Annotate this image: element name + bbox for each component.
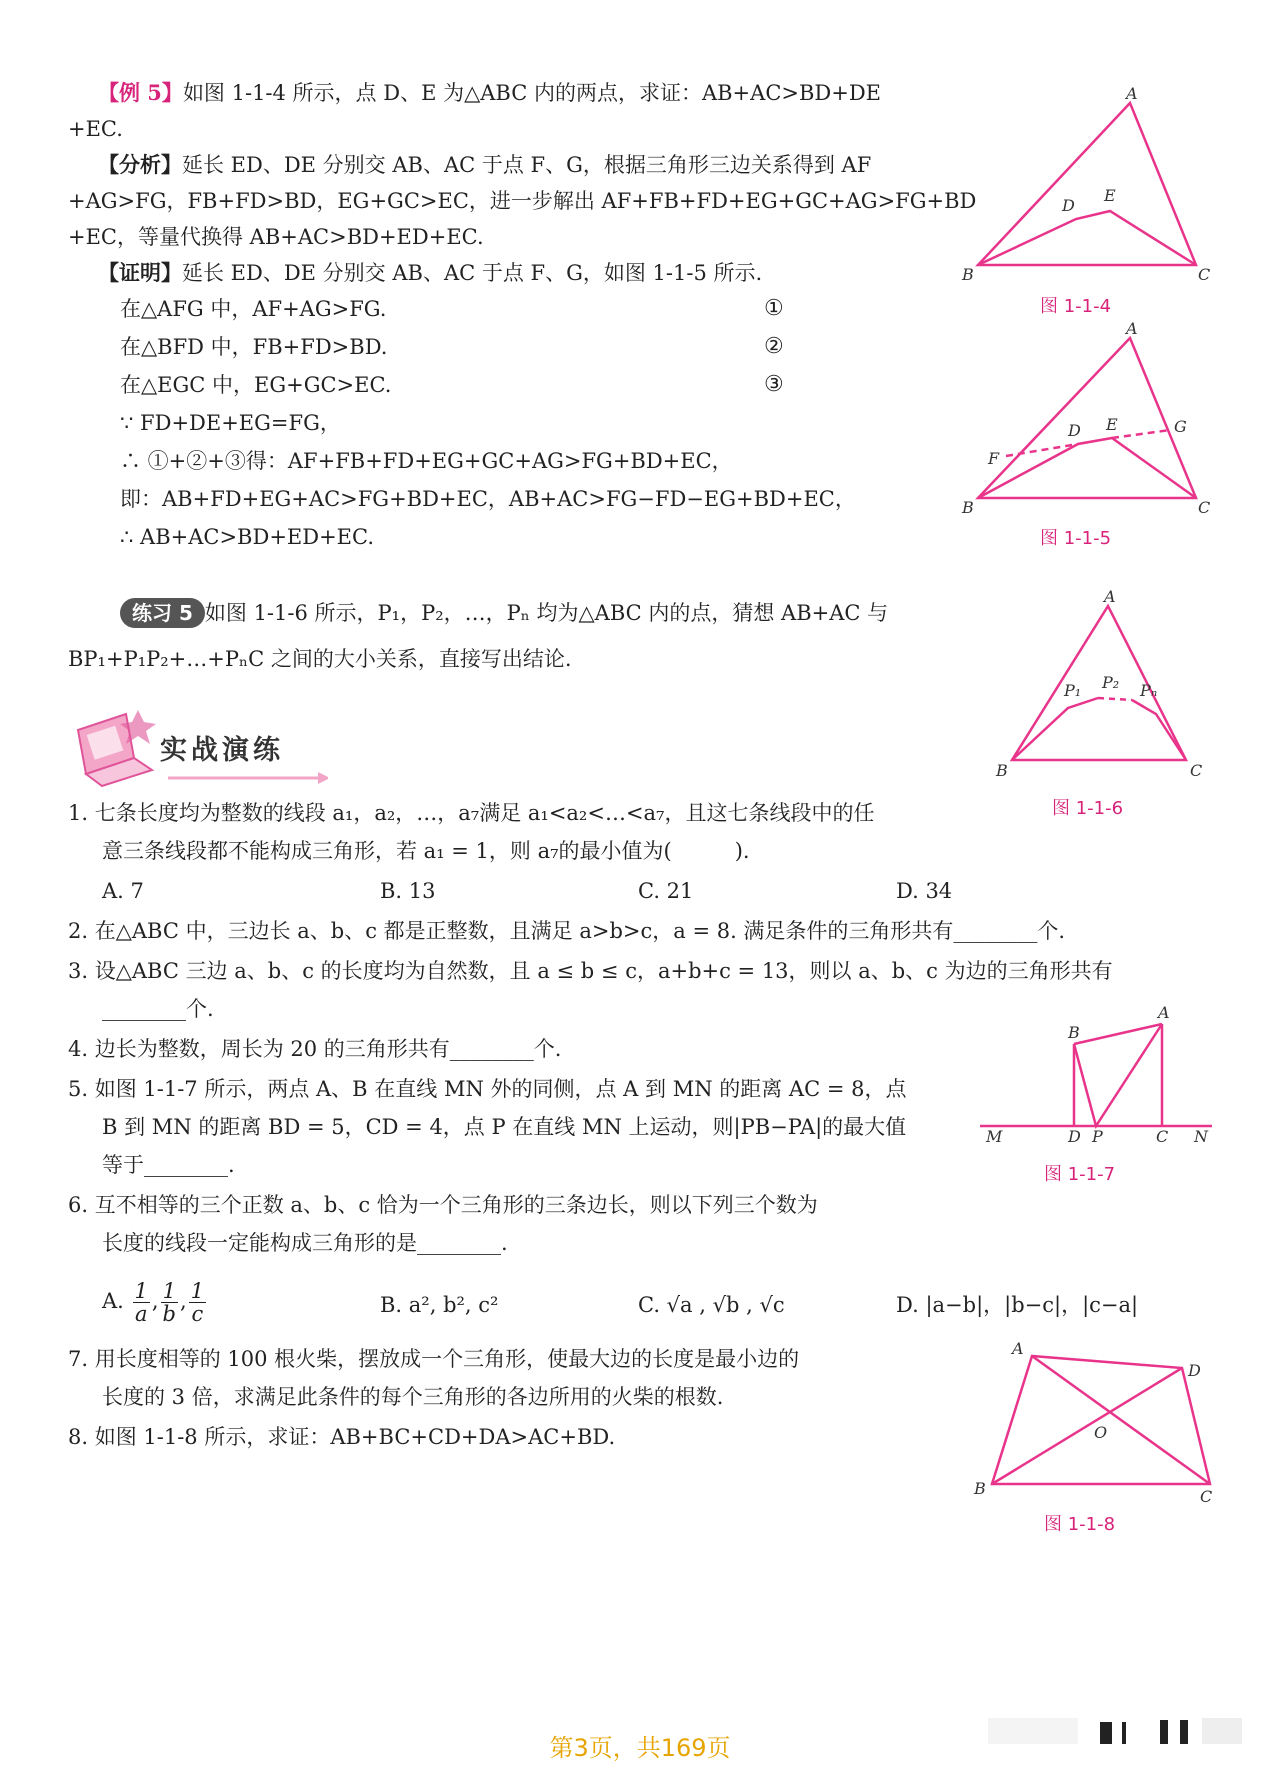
figure-1-1-6 xyxy=(980,590,1220,780)
proof-line1: 【证明】延长 ED、DE 分别交 AB、AC 于点 F、G，如图 1-1-5 所示. xyxy=(98,260,763,285)
proof-since: ∵ FD+DE+EG=FG， xyxy=(120,411,341,435)
problem-5-line3: 等于________. xyxy=(102,1153,235,1177)
f4-label-c: C xyxy=(1198,265,1211,284)
f8-label-b: B xyxy=(974,1479,986,1498)
problem-1-option-b: B. 13 xyxy=(380,879,436,903)
problem-1-option-a: A. 7 xyxy=(102,879,144,903)
f5-label-g: G xyxy=(1174,417,1187,436)
proof-therefore-1: ∴ ①+②+③得：AF+FB+FD+EG+GC+AG>FG+BD+EC， xyxy=(120,449,733,473)
proof-mark-2: ② xyxy=(764,334,784,359)
f7-label-m: M xyxy=(986,1127,1003,1144)
f4-label-d: D xyxy=(1062,196,1075,215)
problem-6-line1: 6. 互不相等的三个正数 a、b、c 恰为一个三角形的三条边长，则以下列三个数为 xyxy=(68,1193,818,1217)
problem-6-option-d: D. |a−b|，|b−c|，|c−a| xyxy=(896,1293,1139,1317)
problem-5-line1: 5. 如图 1-1-7 所示，两点 A、B 在直线 MN 外的同侧，点 A 到 MN 的距离 AC = 8，点 xyxy=(68,1077,907,1101)
figure-1-1-8-caption: 图 1-1-8 xyxy=(1044,1514,1116,1535)
f5-label-f: F xyxy=(988,449,1000,468)
problem-6-option-a: A. $\frac{1}{a}$ , $\frac{1}{b}$ , $\frac{1}{c}$ xyxy=(102,1279,205,1326)
problem-6-option-c: C. √a , √b , √c xyxy=(638,1293,785,1317)
proof-ie: 即：AB+FD+EG+AC>FG+BD+EC，AB+AC>FG−FD−EG+BD+EC， xyxy=(120,487,856,511)
problem-7-line1: 7. 用长度相等的 100 根火柴，摆放成一个三角形，使最大边的长度是最小边的 xyxy=(68,1347,800,1371)
f5-label-d: D xyxy=(1068,421,1081,440)
proof-therefore-2: ∴ AB+AC>BD+ED+EC. xyxy=(120,525,375,549)
proof-step-2: 在△BFD 中，FB+FD>BD. xyxy=(120,335,388,359)
figure-1-1-6-caption: 图 1-1-6 xyxy=(1052,798,1124,819)
problem-3-line1: 3. 设△ABC 三边 a、b、c 的长度均为自然数，且 a ≤ b ≤ c，a+b+c = 13，则以 a、b、c 为边的三角形共有 xyxy=(68,959,1113,983)
f7-label-d: D xyxy=(1068,1127,1081,1144)
f6-label-c: C xyxy=(1190,761,1203,780)
f7-label-a: A xyxy=(1158,1003,1170,1022)
f5-label-b: B xyxy=(962,498,974,517)
fraction-1-over-c: $\frac{1}{c}$ xyxy=(190,1279,205,1326)
proof-step-3: 在△EGC 中，EG+GC>EC. xyxy=(120,373,392,397)
proof-label: 【证明】 xyxy=(98,260,182,285)
example5-label: 【例 5】 xyxy=(98,80,183,105)
proof-mark-3: ③ xyxy=(764,372,784,397)
practice5-line2: BP₁+P₁P₂+…+PₙC 之间的大小关系，直接写出结论. xyxy=(68,647,572,671)
f8-label-o: O xyxy=(1094,1423,1108,1442)
problem-4: 4. 边长为整数，周长为 20 的三角形共有________个. xyxy=(68,1037,562,1061)
figure-1-1-5-caption: 图 1-1-5 xyxy=(1040,528,1112,549)
f6-label-b: B xyxy=(996,761,1008,780)
f5-label-e: E xyxy=(1106,415,1118,434)
figure-1-1-5 xyxy=(960,320,1220,520)
f7-label-c: C xyxy=(1156,1127,1169,1144)
example5-line1: 【例 5】如图 1-1-4 所示，点 D、E 为△ABC 内的两点，求证：AB+AC>BD+DE xyxy=(98,80,882,105)
fraction-1-over-a: $\frac{1}{a}$ xyxy=(134,1279,148,1326)
f4-label-a: A xyxy=(1126,85,1138,103)
page-indicator: 第3页，共169页 xyxy=(549,1734,731,1762)
f6-label-p2: P₂ xyxy=(1102,673,1120,692)
f6-label-a: A xyxy=(1104,590,1116,606)
problem-1-line1: 1. 七条长度均为整数的线段 a₁，a₂，…，a₇满足 a₁<a₂<…<a₇，且这七条线段中的任 xyxy=(68,801,875,825)
figure-1-1-7 xyxy=(970,994,1220,1144)
proof-step-1: 在△AFG 中，AF+AG>FG. xyxy=(120,297,387,321)
figure-1-1-8 xyxy=(968,1334,1228,1504)
analysis-label: 【分析】 xyxy=(98,152,182,177)
practice5-pill: 练习 5 xyxy=(120,598,205,628)
problem-5-line2: B 到 MN 的距离 BD = 5，CD = 4，点 P 在直线 MN 上运动，则|PB−PA|的最大值 xyxy=(102,1115,907,1139)
figure-1-1-4-caption: 图 1-1-4 xyxy=(1040,296,1112,317)
problem-6-option-b: B. a², b², c² xyxy=(380,1293,499,1317)
figure-1-1-7-caption: 图 1-1-7 xyxy=(1044,1164,1116,1185)
f8-label-a: A xyxy=(1012,1339,1024,1358)
figure-1-1-4 xyxy=(960,85,1220,285)
problem-1-option-d: D. 34 xyxy=(896,879,953,903)
f5-label-a: A xyxy=(1126,320,1138,338)
f7-label-b: B xyxy=(1068,1023,1080,1042)
problem-6-line2: 长度的线段一定能构成三角形的是________. xyxy=(102,1231,508,1255)
problem-1-option-c: C. 21 xyxy=(638,879,694,903)
analysis-line1: 【分析】延长 ED、DE 分别交 AB、AC 于点 F、G，根据三角形三边关系得到 AF xyxy=(98,152,872,177)
section-title: 实战演练 xyxy=(160,735,284,766)
problem-8: 8. 如图 1-1-8 所示，求证：AB+BC+CD+DA>AC+BD. xyxy=(68,1425,616,1449)
analysis-line3: +EC，等量代换得 AB+AC>BD+ED+EC. xyxy=(68,225,484,249)
problem-3-line2: ________个. xyxy=(102,997,214,1021)
problem-1-line2: 意三条线段都不能构成三角形，若 a₁ = 1，则 a₇的最小值为( ). xyxy=(102,839,750,863)
f8-label-d: D xyxy=(1188,1361,1201,1380)
problem-7-line2: 长度的 3 倍，求满足此条件的每个三角形的各边所用的火柴的根数. xyxy=(102,1385,724,1409)
f7-label-n: N xyxy=(1194,1127,1208,1144)
f5-label-c: C xyxy=(1198,498,1211,517)
f7-label-p: P xyxy=(1092,1127,1103,1144)
example5-line2: +EC. xyxy=(68,117,123,141)
f8-label-c: C xyxy=(1200,1487,1213,1504)
f6-label-p1: P₁ xyxy=(1064,681,1082,700)
fraction-1-over-b: $\frac{1}{b}$ xyxy=(162,1279,176,1326)
analysis-line2: +AG>FG，FB+FD>BD，EG+GC>EC，进一步解出 AF+FB+FD+EG+GC+AG>FG+BD xyxy=(68,189,977,213)
practice5-line1: 练习 5 如图 1-1-6 所示，P₁，P₂，…，Pₙ 均为△ABC 内的点，猜想 AB+AC 与 xyxy=(120,598,888,628)
f4-label-e: E xyxy=(1104,186,1116,205)
f6-label-pn: Pₙ xyxy=(1140,681,1158,700)
problem-2: 2. 在△ABC 中，三边长 a、b、c 都是正整数，且满足 a>b>c，a = 8. 满足条件的三角形共有________个. xyxy=(68,919,1066,943)
proof-mark-1: ① xyxy=(764,296,784,321)
f4-label-b: B xyxy=(962,265,974,284)
